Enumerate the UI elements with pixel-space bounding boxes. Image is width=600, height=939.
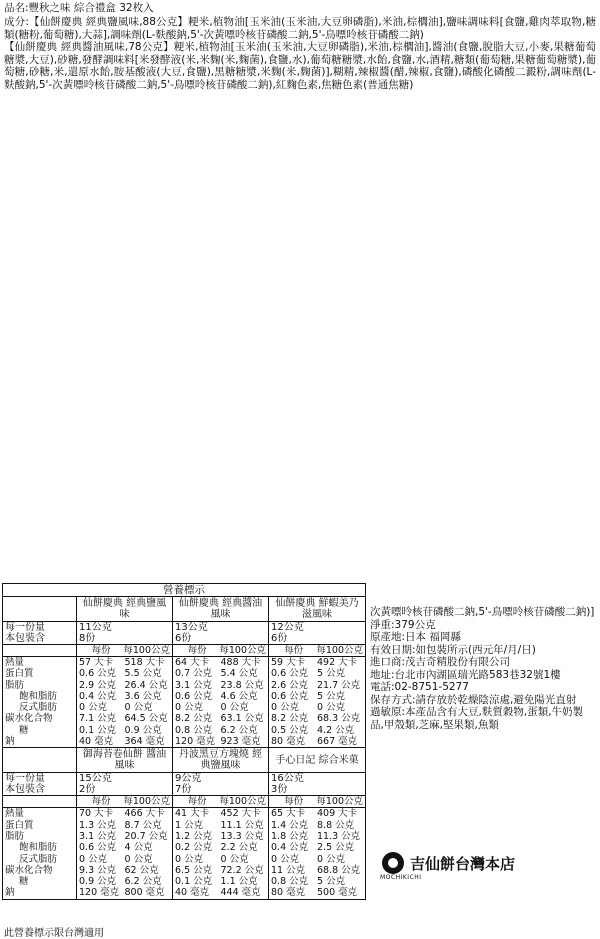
nutrient-value-row (271, 842, 363, 853)
nutrient-label: 反式脂肪 (19, 853, 58, 865)
nutrient-value-row (271, 887, 363, 898)
product-column-name: 仙餅慶典 經典醬油風味 (173, 597, 269, 621)
value-per-100g: 20.7 公克 (124, 830, 168, 842)
nutrient-value-row (271, 820, 363, 831)
allergens: 過敏原:本產品含有大豆,麩質穀物,蛋類,牛奶製品,甲殼類,芝麻,堅果類,魚類 (370, 706, 584, 731)
value-per-100g: 68.8 公克 (317, 864, 361, 876)
nutrient-value-row (271, 713, 363, 724)
value-per-100g: 667 毫克 (317, 736, 358, 748)
nutrient-value-row (271, 691, 363, 702)
value-per-100g: 0 公克 (220, 853, 249, 865)
nutrient-rows (3, 808, 365, 898)
nutrient-label: 鈉 (5, 736, 15, 748)
value-per-serving: 80 毫克 (271, 887, 306, 899)
value-per-100g: 5 公克 (317, 668, 346, 680)
serving-values (77, 622, 173, 644)
serving-labels (3, 622, 77, 644)
ingredients (4, 16, 596, 91)
value-per-serving: 2.6 公克 (271, 679, 309, 691)
nutrient-value-row (271, 680, 363, 691)
phone: 電話:02-8751-5277 (370, 681, 469, 693)
unit-header (173, 645, 269, 656)
value-per-serving: 65 大卡 (271, 808, 306, 820)
value-per-serving: 0 公克 (271, 853, 300, 865)
value-per-100g: 364 毫克 (124, 736, 165, 748)
product-column-name: 仙餅慶典 經典鹽風味 (77, 597, 173, 621)
value-per-serving: 59 大卡 (271, 657, 306, 668)
value-per-serving: 0.1 公克 (175, 876, 213, 888)
nutrient-value-row (271, 876, 363, 887)
nutrient-value-row (175, 865, 266, 876)
nutrient-label: 鈉 (5, 887, 15, 899)
per-serving-label: 每份 (187, 645, 207, 656)
nutrient-value-row (79, 668, 170, 679)
serving-size: 9公克 (175, 773, 202, 785)
nutrient-rows (3, 657, 365, 748)
nutrition-grid (2, 596, 366, 900)
nutrient-value-row (175, 876, 266, 887)
nutrient-value-row (271, 657, 363, 668)
value-per-serving: 64 大卡 (175, 657, 210, 668)
footnote: 此營養標示限台灣適用 (4, 928, 104, 939)
value-per-100g: 5.5 公克 (124, 668, 162, 680)
value-per-100g: 4 公克 (124, 842, 153, 854)
product-column-name: 手心日記 綜合米菓 (275, 754, 359, 766)
nutrient-value-row (175, 820, 266, 831)
value-per-100g: 0 公克 (220, 702, 249, 714)
value-per-serving: 80 毫克 (271, 736, 306, 748)
serving-values (173, 622, 269, 644)
nutrient-label: 蛋白質 (5, 819, 34, 831)
nutrient-values (173, 808, 269, 898)
nutrient-value-row (271, 668, 363, 679)
nutrition-header-row (3, 597, 365, 622)
value-per-serving: 0 公克 (271, 702, 300, 714)
value-per-100g: 5 公克 (317, 690, 346, 702)
nutrient-value-row (175, 702, 266, 713)
nutrient-value-row (175, 713, 266, 724)
product-info (370, 606, 596, 731)
value-per-100g: 62 公克 (124, 864, 159, 876)
value-per-serving: 8.2 公克 (271, 713, 309, 725)
blank-cell (3, 748, 77, 772)
blank-cell (3, 796, 77, 807)
blank-cell (3, 597, 77, 621)
value-per-100g: 63.1 公克 (220, 713, 264, 725)
blank-cell (3, 645, 77, 656)
value-per-100g: 72.2 公克 (220, 864, 264, 876)
per-serving-label: 每份 (91, 645, 111, 656)
value-per-serving: 8.2 公克 (175, 713, 213, 725)
ingredients-paragraph: 成分:【仙餅慶典 經典鹽風味,88公克】粳米,植物油[玉米油(玉米油,大豆卵磷脂),米油,棕櫚油],鹽味調味料[食鹽,雞肉萃取物,糖類(糖粉,葡萄糖),大蒜],調味劑(L-麩酸鈉,5'-次黃嘌呤核苷磷酸二鈉,5'-鳥嘌呤核苷磷酸二鈉) (4, 16, 596, 41)
nutrient-value-row (79, 725, 170, 736)
unit-header (77, 796, 173, 807)
pack-servings: 6份 (175, 633, 192, 644)
per-serving-label: 每份 (284, 796, 304, 808)
pack-servings: 6份 (271, 633, 288, 644)
value-per-serving: 7.1 公克 (79, 713, 117, 725)
nutrient-value-row (175, 808, 266, 819)
product-column-name: 仙餅慶典 鮮蝦美乃滋風味 (275, 598, 359, 620)
value-per-serving: 0.6 公克 (271, 690, 309, 702)
product-column-name: 丹波黑豆方塊燒 經典鹽風味 (173, 748, 269, 772)
serving-row (3, 622, 365, 645)
brand-name: 吉仙餅台灣本店 (410, 854, 516, 873)
value-per-100g: 5 公克 (317, 876, 346, 888)
nutrient-value-row (79, 865, 170, 876)
pack-servings: 2份 (79, 784, 96, 796)
value-per-100g: 466 大卡 (124, 808, 165, 820)
value-per-serving: 0 公克 (175, 702, 204, 714)
value-per-100g: 4.6 公克 (220, 690, 258, 702)
pack-servings: 7份 (175, 784, 192, 796)
nutrient-value-row (79, 854, 170, 865)
value-per-100g: 11.1 公克 (220, 819, 264, 831)
value-per-100g: 23.8 公克 (220, 679, 264, 691)
value-per-serving: 1.8 公克 (271, 830, 309, 842)
nutrient-value-row (175, 736, 266, 747)
nutrient-value-row (79, 691, 170, 702)
storage: 保存方式:請存放於乾燥陰涼處,避免陽光直射 (370, 693, 577, 706)
nutrient-value-row (271, 831, 363, 842)
expiry: 有效日期:如包裝所示(西元年/月/日) (370, 643, 536, 656)
nutrient-value-row (271, 736, 363, 747)
value-per-serving: 9.3 公克 (79, 864, 117, 876)
nutrient-label: 脂肪 (5, 679, 25, 691)
serving-size: 13公克 (175, 622, 208, 633)
nutrient-value-row (271, 702, 363, 713)
nutrient-value-row (79, 736, 170, 747)
serving-size: 12公克 (271, 622, 304, 633)
nutrient-value-row (271, 808, 363, 819)
nutrient-value-row (175, 668, 266, 679)
value-per-100g: 452 大卡 (220, 808, 261, 820)
serving-values (173, 773, 269, 795)
value-per-serving: 2.9 公克 (79, 679, 117, 691)
value-per-serving: 120 毫克 (175, 736, 216, 748)
unit-header (77, 645, 173, 656)
serving-row (3, 773, 365, 796)
value-per-100g: 0.9 公克 (124, 724, 162, 736)
nutrient-value-row (79, 702, 170, 713)
nutrient-label: 熱量 (5, 657, 25, 668)
nutrient-label: 反式脂肪 (19, 702, 58, 714)
nutrient-value-row (271, 865, 363, 876)
value-per-serving: 1.3 公克 (79, 819, 117, 831)
nutrient-value-row (175, 831, 266, 842)
value-per-serving: 11 公克 (271, 864, 306, 876)
value-per-100g: 5.4 公克 (220, 668, 258, 680)
value-per-100g: 500 毫克 (317, 887, 358, 899)
value-per-100g: 68.3 公克 (317, 713, 361, 725)
per-serving-label: 每份 (187, 796, 207, 808)
value-per-serving: 0.5 公克 (271, 724, 309, 736)
nutrient-value-row (79, 680, 170, 691)
nutrient-value-row (79, 831, 170, 842)
value-per-100g: 2.2 公克 (220, 842, 258, 854)
value-per-100g: 11.3 公克 (317, 830, 361, 842)
value-per-100g: 26.4 公克 (124, 679, 168, 691)
value-per-serving: 0.8 公克 (175, 724, 213, 736)
per-100g-label: 每100公克 (219, 645, 266, 656)
nutrient-label: 飽和脂肪 (19, 690, 58, 702)
serving-label: 每一份量 (5, 773, 45, 785)
origin: 原產地:日本 福岡縣 (370, 631, 461, 643)
nutrient-value-row (175, 657, 266, 668)
value-per-100g: 409 大卡 (317, 808, 358, 820)
product-name: 品名:豐秋之味 綜合禮盒 32枚入 (4, 2, 154, 14)
value-per-100g: 444 毫克 (220, 887, 261, 899)
nutrition-facts (2, 583, 366, 900)
value-per-serving: 0.6 公克 (79, 668, 117, 680)
value-per-serving: 0.2 公克 (175, 842, 213, 854)
nutrient-label: 糖 (19, 876, 29, 888)
value-per-100g: 518 大卡 (124, 657, 165, 668)
nutrient-labels (3, 657, 77, 747)
serving-label: 每一份量 (5, 622, 45, 633)
nutrient-value-row (271, 725, 363, 736)
nutrient-value-row (79, 808, 170, 819)
serving-values (269, 773, 365, 795)
unit-header (269, 645, 365, 656)
per-100g-label: 每100公克 (316, 645, 363, 656)
value-per-serving: 41 大卡 (175, 808, 210, 820)
address: 地址:台北市內湖區瑞光路583巷32號1樓 (370, 668, 561, 681)
nutrient-label: 飽和脂肪 (19, 842, 58, 854)
value-per-100g: 488 大卡 (220, 657, 261, 668)
nutrient-values (77, 657, 173, 747)
nutrient-values (269, 657, 365, 747)
nutrient-label: 碳水化合物 (5, 713, 53, 725)
nutrient-values (269, 808, 365, 898)
nutrient-values (77, 808, 173, 898)
serving-size: 11公克 (79, 622, 112, 633)
unit-header-row (3, 645, 365, 657)
value-per-serving: 0.1 公克 (79, 724, 117, 736)
pack-servings: 3份 (271, 784, 288, 796)
nutrient-value-row (79, 713, 170, 724)
nutrient-label: 熱量 (5, 808, 25, 820)
product-column-name: 御海苔卷仙餅 醬油風味 (77, 748, 173, 772)
serving-size: 16公克 (271, 773, 304, 785)
nutrient-value-row (175, 680, 266, 691)
value-per-serving: 120 毫克 (79, 887, 120, 899)
value-per-100g: 3.6 公克 (124, 690, 162, 702)
nutrient-value-row (271, 854, 363, 865)
value-per-100g: 21.7 公克 (317, 679, 361, 691)
value-per-serving: 1.2 公克 (175, 830, 213, 842)
value-per-serving: 0.4 公克 (271, 842, 309, 854)
value-per-serving: 40 毫克 (175, 887, 210, 899)
pack-label: 本包裝含 (5, 633, 45, 644)
value-per-100g: 8.8 公克 (317, 819, 355, 831)
net-weight: 淨重:379公克 (370, 618, 436, 631)
value-per-serving: 1 公克 (175, 819, 204, 831)
value-per-serving: 0.7 公克 (175, 668, 213, 680)
unit-header (269, 796, 365, 807)
nutrient-value-row (79, 657, 170, 668)
nutrient-value-row (175, 725, 266, 736)
value-per-100g: 6.2 公克 (220, 724, 258, 736)
value-per-serving: 0.6 公克 (271, 668, 309, 680)
value-per-serving: 0.6 公克 (79, 842, 117, 854)
value-per-100g: 0 公克 (317, 702, 346, 714)
nutrient-value-row (175, 887, 266, 898)
per-100g-label: 每100公克 (219, 796, 266, 808)
per-100g-label: 每100公克 (123, 645, 170, 656)
value-per-serving: 1.4 公克 (271, 819, 309, 831)
value-per-serving: 70 大卡 (79, 808, 114, 820)
nutrition-title: 營養標示 (2, 583, 366, 596)
nutrient-label: 碳水化合物 (5, 864, 53, 876)
value-per-100g: 800 毫克 (124, 887, 165, 899)
value-per-100g: 8.7 公克 (124, 819, 162, 831)
value-per-serving: 0.6 公克 (175, 690, 213, 702)
value-per-serving: 0.4 公克 (79, 690, 117, 702)
nutrient-values (173, 657, 269, 747)
value-per-100g: 6.2 公克 (124, 876, 162, 888)
importer: 進口商:茂吉奇精股份有限公司 (370, 656, 511, 668)
value-per-serving: 0 公克 (175, 853, 204, 865)
info-line: 次黃嘌呤核苷磷酸二鈉,5'-鳥嘌呤核苷磷酸二鈉)] (370, 606, 595, 618)
value-per-serving: 57 大卡 (79, 657, 114, 668)
unit-header (173, 796, 269, 807)
nutrient-label: 糖 (19, 724, 29, 736)
pack-servings: 8份 (79, 633, 96, 644)
serving-size: 15公克 (79, 773, 112, 785)
value-per-100g: 2.5 公克 (317, 842, 355, 854)
per-100g-label: 每100公克 (123, 796, 170, 808)
value-per-serving: 6.5 公克 (175, 864, 213, 876)
value-per-100g: 0 公克 (124, 853, 153, 865)
nutrient-labels (3, 808, 77, 898)
serving-labels (3, 773, 77, 795)
nutrient-value-row (175, 691, 266, 702)
pack-label: 本包裝含 (5, 784, 45, 796)
nutrient-value-row (79, 820, 170, 831)
value-per-100g: 0 公克 (124, 702, 153, 714)
value-per-100g: 4.2 公克 (317, 724, 355, 736)
ingredients-paragraph: 【仙餅慶典 經典醬油風味,78公克】粳米,植物油[玉米油(玉米油,大豆卵磷脂),米油,棕櫚油],醬油(食鹽,脫脂大豆,小麥,果糖葡萄糖漿,大豆),砂糖,發酵調味料[米發酵液(米,米麴(米,麴菌),食鹽,水),葡萄糖糖漿,水飴,食鹽,水,酒精,糖類(葡萄糖,果糖葡萄糖漿),葡萄糖,砂糖,米,還原水飴,胺基酸液(大豆,食鹽),黑糖糖漿,米麴(米,麴菌)],糊精,辣椒醬(醋,辣椒,食鹽),磷酸化磷酸二澱粉,調味劑(L-麩酸鈉,5'-次黃嘌呤核苷磷酸二鈉,5'-鳥嘌呤核苷磷酸二鈉),紅麴色素,焦糖色素(普通焦糖) (4, 41, 596, 91)
brand-mark-icon (382, 852, 404, 874)
nutrient-value-row (175, 854, 266, 865)
per-serving-label: 每份 (91, 796, 111, 808)
value-per-serving: 0.8 公克 (271, 876, 309, 888)
nutrition-header-row (3, 748, 365, 773)
serving-values (269, 622, 365, 644)
brand-sub: MOCHIKICHI (380, 874, 422, 881)
value-per-100g: 923 毫克 (220, 736, 261, 748)
nutrient-label: 蛋白質 (5, 668, 34, 680)
nutrient-value-row (79, 842, 170, 853)
value-per-100g: 492 大卡 (317, 657, 358, 668)
nutrient-value-row (79, 876, 170, 887)
value-per-100g: 13.3 公克 (220, 830, 264, 842)
value-per-serving: 0 公克 (79, 853, 108, 865)
serving-values (77, 773, 173, 795)
per-serving-label: 每份 (284, 645, 304, 656)
value-per-100g: 64.5 公克 (124, 713, 168, 725)
unit-header-row (3, 796, 365, 808)
nutrient-label: 脂肪 (5, 830, 25, 842)
value-per-serving: 3.1 公克 (79, 830, 117, 842)
value-per-serving: 0 公克 (79, 702, 108, 714)
per-100g-label: 每100公克 (316, 796, 363, 808)
nutrient-value-row (79, 887, 170, 898)
value-per-serving: 3.1 公克 (175, 679, 213, 691)
value-per-serving: 0.9 公克 (79, 876, 117, 888)
nutrient-value-row (175, 842, 266, 853)
value-per-100g: 1.1 公克 (220, 876, 258, 888)
value-per-serving: 40 毫克 (79, 736, 114, 748)
value-per-100g: 0 公克 (317, 853, 346, 865)
